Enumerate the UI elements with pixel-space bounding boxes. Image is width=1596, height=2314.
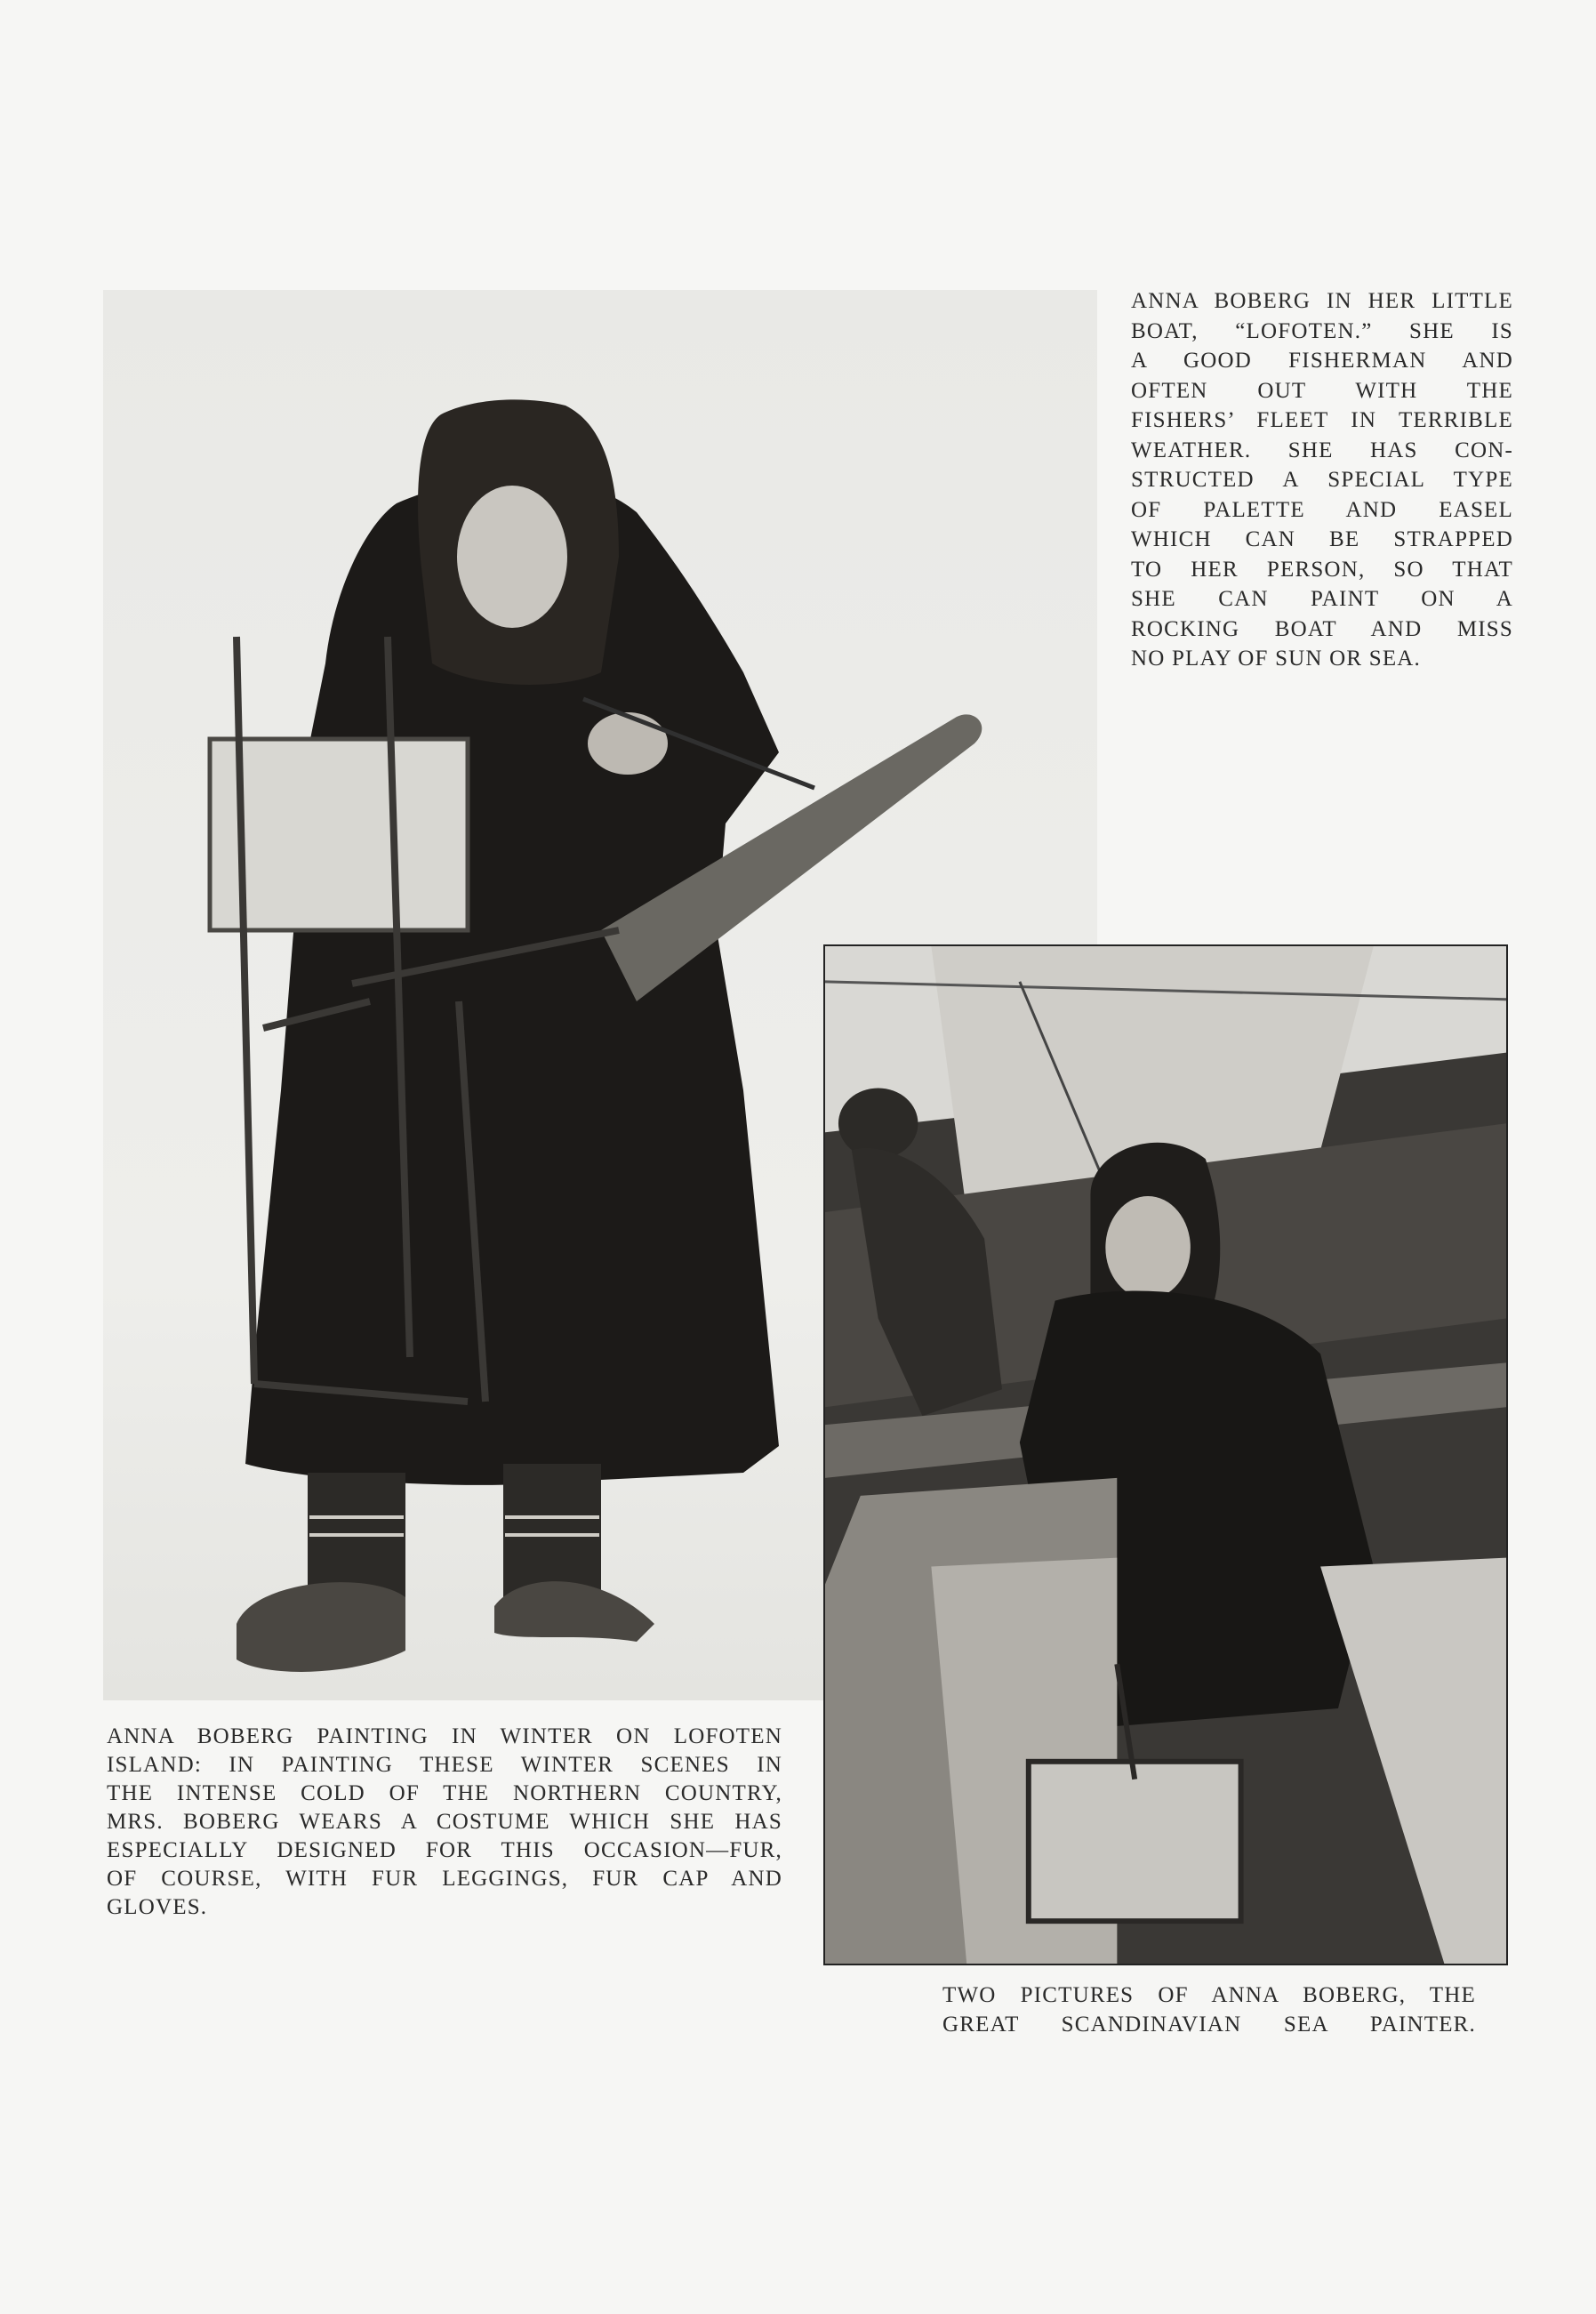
caption-line: TO HER PERSON, SO THAT (1131, 557, 1513, 582)
caption-two-pictures (942, 1981, 1476, 2039)
caption-line: OF PALETTE AND EASEL (1131, 497, 1513, 522)
caption-line: SHE CAN PAINT ON A (1131, 587, 1513, 611)
caption-line: A GOOD FISHERMAN AND (1131, 349, 1513, 373)
caption-winter-painting (107, 1723, 782, 1922)
caption-line: GREAT SCANDINAVIAN SEA PAINTER. (942, 2013, 1476, 2037)
caption-boat-lofoten (1131, 286, 1513, 674)
caption-line: OF COURSE, WITH FUR LEGGINGS, FUR CAP AND (107, 1867, 782, 1891)
caption-line: NO PLAY OF SUN OR SEA. (1131, 647, 1421, 671)
caption-line: THE INTENSE COLD OF THE NORTHERN COUNTRY, (107, 1781, 782, 1805)
caption-line: ESPECIALLY DESIGNED FOR THIS OCCASION—FUR, (107, 1838, 782, 1862)
caption-line: ANNA BOBERG PAINTING IN WINTER ON LOFOTEN (107, 1724, 782, 1748)
caption-line: BOAT, “LOFOTEN.” SHE IS (1131, 318, 1513, 343)
caption-line: WEATHER. SHE HAS CON- (1131, 438, 1513, 462)
caption-line: MRS. BOBERG WEARS A COSTUME WHICH SHE HAS (107, 1810, 782, 1834)
caption-line: ANNA BOBERG IN HER LITTLE (1131, 289, 1513, 313)
caption-line: ISLAND: IN PAINTING THESE WINTER SCENES IN (107, 1753, 782, 1777)
caption-line: TWO PICTURES OF ANNA BOBERG, THE (942, 1983, 1476, 2007)
caption-line: STRUCTED A SPECIAL TYPE (1131, 468, 1513, 492)
caption-line: GLOVES. (107, 1895, 208, 1919)
photo-boat-lofoten (823, 944, 1508, 1965)
caption-line: FISHERS’ FLEET IN TERRIBLE (1131, 408, 1513, 432)
caption-line: OFTEN OUT WITH THE (1131, 378, 1513, 403)
caption-line: ROCKING BOAT AND MISS (1131, 616, 1513, 641)
caption-line: WHICH CAN BE STRAPPED (1131, 527, 1513, 551)
